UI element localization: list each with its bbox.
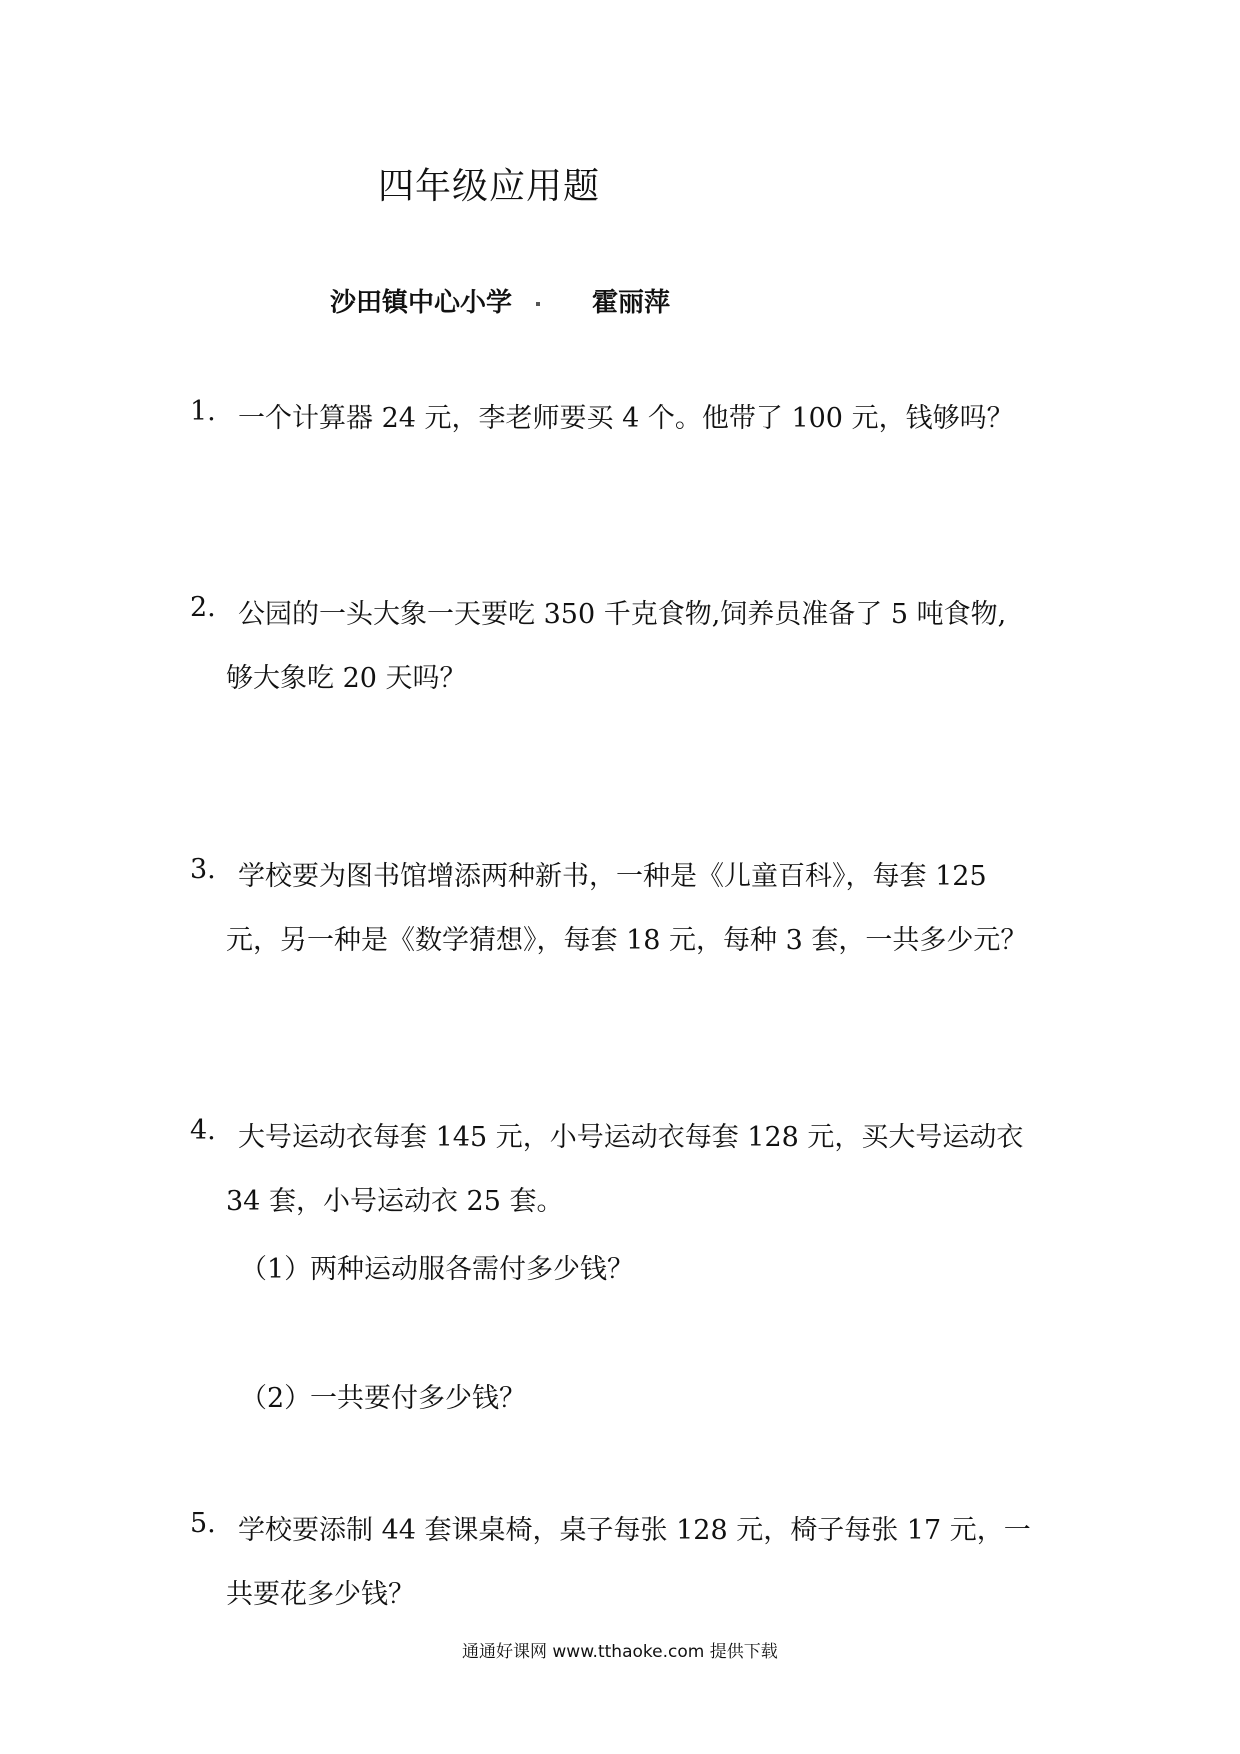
sub-question-label: （1） (240, 1254, 312, 1285)
question-text-line: 学校要添制 44 套课桌椅，桌子每张 128 元，椅子每张 17 元，一 (238, 1515, 1031, 1546)
question-number: 1. (190, 396, 216, 427)
sub-question-4-1 (240, 1247, 634, 1286)
question-text-line: 公园的一头大象一天要吃 350 千克食物,饲养员准备了 5 吨食物, (238, 599, 1007, 630)
footer-download-note: 通通好课网 www.tthaoke.com 提供下载 (462, 1642, 778, 1662)
question-text-line: 够大象吃 20 天吗？ (226, 663, 467, 694)
school-name: 沙田镇中心小学 (330, 288, 513, 318)
sub-question-text: 两种运动服各需付多少钱？ (310, 1254, 634, 1285)
question-number: 2. (190, 592, 216, 623)
byline (330, 282, 670, 319)
sub-question-4-2 (240, 1376, 526, 1415)
sub-question-text: 一共要付多少钱？ (310, 1383, 526, 1414)
question-text-line: 共要花多少钱？ (226, 1579, 415, 1610)
question-text-line: 元，另一种是《数学猜想》，每套 18 元，每种 3 套，一共多少元？ (226, 925, 1028, 956)
question-number: 4. (190, 1115, 216, 1146)
question-text-line: 大号运动衣每套 145 元，小号运动衣每套 128 元，买大号运动衣 (238, 1122, 1024, 1153)
separator-dot (536, 302, 540, 306)
question-text-line: 34 套，小号运动衣 25 套。 (226, 1186, 564, 1217)
sub-question-label: （2） (240, 1383, 312, 1414)
question-text-line: 学校要为图书馆增添两种新书，一种是《儿童百科》，每套 125 (238, 861, 987, 892)
question-number: 5. (190, 1508, 216, 1539)
page-title: 四年级应用题 (378, 166, 601, 207)
question-text-line: 一个计算器 24 元，李老师要买 4 个。他带了 100 元，钱够吗？ (238, 403, 1014, 434)
question-number: 3. (190, 854, 216, 885)
author-name: 霍丽萍 (592, 288, 671, 318)
